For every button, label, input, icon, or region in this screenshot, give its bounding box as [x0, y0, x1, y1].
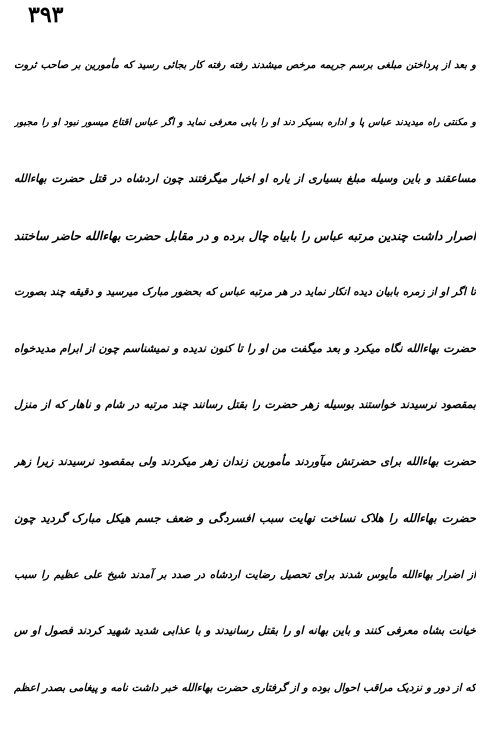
text-line: از اضرار بهاءالله مأیوس شدند برای تحصیل رضایت اردشاه در صدد بر آمدند شیخ علی عظیم را سبب	[14, 568, 476, 581]
page-number: ۳۹۳	[28, 2, 64, 28]
text-line: خیانت بشاه معرفی کنند و باین بهانه او را بقتل رسانیدند و با عذابی شدید شهید کردند فصول او س	[14, 624, 476, 637]
text-line: مساعقند و باین وسیله مبلغ بسیاری از یاره او اخبار میگرفتند چون اردشاه در قتل حضرت بهاءالله	[14, 172, 476, 185]
handwritten-text-body	[14, 38, 476, 716]
text-line: حضرت بهاءالله را هلاک نساخت نهایت سبب افسردگی و ضعف جسم هیکل مبارک گردید چون	[14, 511, 476, 525]
text-line: حضرت بهاءالله نگاه میکرد و بعد میگفت من او را تا کنون ندیده و نمیشناسم چون از ابرام مدیدخواه	[14, 341, 476, 355]
text-line: بمقصود نرسیدند خواستند بوسیله زهر حضرت را بقتل رسانند چند مرتبه در شام و ناهار که از منزل	[14, 398, 476, 411]
text-line: و بعد از پرداختن مبلغی برسم جریمه مرخص میشدند رفته رفته کار بجائی رسید که مأمورین بر صاحب ثروت	[14, 60, 476, 71]
text-line: و مکنتی راه میدیدند عباس پا و اداره بسیکر دند او را بابی معرفی نماید و اگر عباس اقتاع میسور نبود او را مجبور	[14, 116, 476, 128]
text-line: حضرت بهاءالله برای حضرتش میآوردند مأمورین زندان زهر میکردند ولی بمقصود نرسیدند زیرا زهر	[14, 454, 476, 468]
text-line: تا اگر او از زمره بابیان دیده انکار نماید در هر مرتبه عباس که بحضور مبارک میرسید و دقیقه چند بصورت	[14, 286, 476, 298]
text-line: که از دور و نزدیک مراقب احوال بوده و از گرفتاری حضرت بهاءالله خبر داشت نامه و پیغامی بصدر اعظم	[14, 681, 476, 694]
text-line: اصرار داشت چندین مرتبه عباس را بابیاه چال برده و در مقابل حضرت بهاءالله حاضر ساختند	[14, 228, 476, 243]
